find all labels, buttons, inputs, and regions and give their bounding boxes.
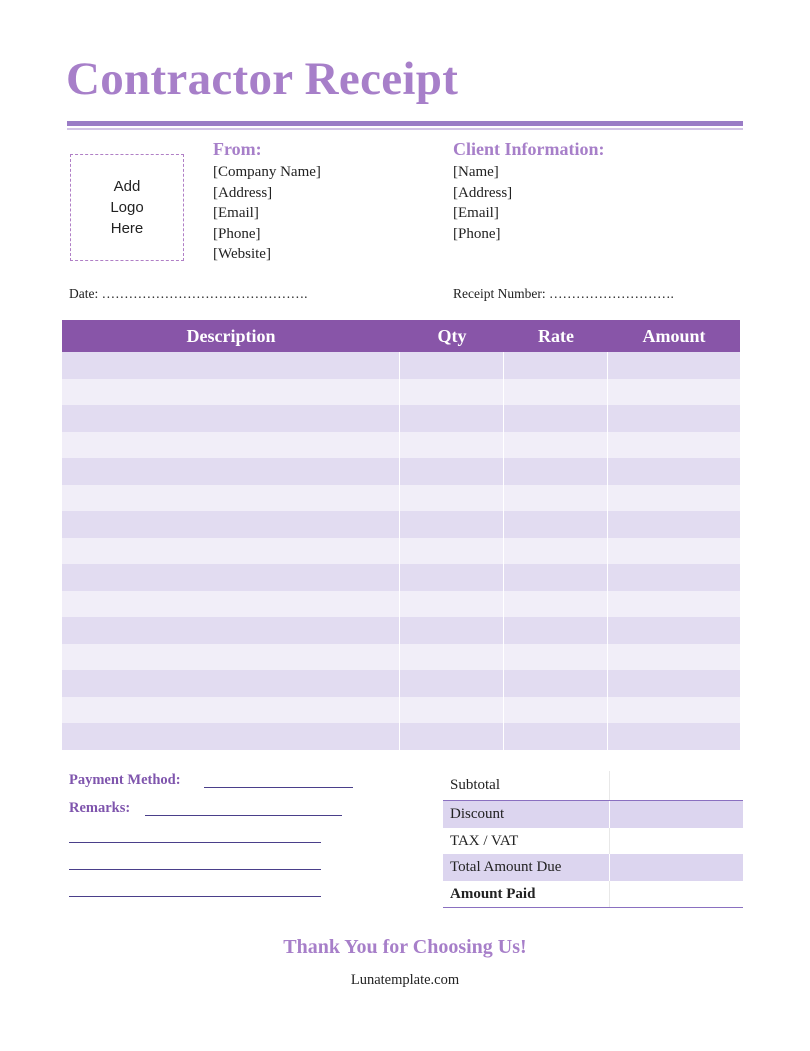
rate-cell[interactable] — [504, 591, 608, 618]
table-row — [62, 644, 740, 671]
amount-paid-row — [443, 881, 743, 908]
description-cell[interactable] — [62, 485, 400, 512]
amount-cell[interactable] — [608, 644, 740, 671]
from-phone-field[interactable]: [Phone] — [213, 225, 261, 242]
description-cell[interactable] — [62, 458, 400, 485]
subtotal-label: Subtotal — [450, 777, 501, 793]
amount-cell[interactable] — [608, 405, 740, 432]
qty-cell[interactable] — [400, 617, 504, 644]
amount-cell[interactable] — [608, 352, 740, 379]
remarks-line[interactable] — [69, 896, 321, 897]
description-cell[interactable] — [62, 511, 400, 538]
rate-cell[interactable] — [504, 485, 608, 512]
table-row — [62, 670, 740, 697]
total-due-value[interactable] — [609, 854, 743, 881]
qty-cell[interactable] — [400, 591, 504, 618]
amount-cell[interactable] — [608, 697, 740, 724]
amount-paid-label: Amount Paid — [450, 885, 536, 902]
amount-paid-value[interactable] — [609, 881, 743, 907]
table-row — [62, 405, 740, 432]
logo-text-line: Logo — [110, 199, 144, 216]
rate-cell[interactable] — [504, 379, 608, 406]
client-email-field[interactable]: [Email] — [453, 205, 499, 221]
rate-cell[interactable] — [504, 564, 608, 591]
qty-cell[interactable] — [400, 697, 504, 724]
table-body — [62, 352, 740, 750]
amount-cell[interactable] — [608, 458, 740, 485]
amount-header: Amount — [642, 325, 706, 346]
description-cell[interactable] — [62, 379, 400, 406]
qty-cell[interactable] — [400, 458, 504, 485]
description-cell[interactable] — [62, 538, 400, 565]
items-table — [62, 320, 740, 750]
amount-cell[interactable] — [608, 379, 740, 406]
description-cell[interactable] — [62, 432, 400, 459]
remarks-line[interactable] — [145, 815, 342, 816]
totals-table — [443, 771, 743, 908]
qty-header: Qty — [437, 325, 467, 346]
rate-cell[interactable] — [504, 697, 608, 724]
title-divider — [67, 121, 743, 126]
client-heading: Client Information: — [453, 139, 605, 159]
table-row — [62, 564, 740, 591]
amount-cell[interactable] — [608, 617, 740, 644]
description-cell[interactable] — [62, 670, 400, 697]
description-cell[interactable] — [62, 617, 400, 644]
description-cell[interactable] — [62, 352, 400, 379]
client-phone-field[interactable]: [Phone] — [453, 225, 501, 242]
from-address-field[interactable]: [Address] — [213, 184, 273, 201]
discount-label: Discount — [450, 806, 505, 822]
payment-method-line[interactable] — [204, 787, 353, 788]
amount-cell[interactable] — [608, 432, 740, 459]
rate-cell[interactable] — [504, 458, 608, 485]
from-website-field[interactable]: [Website] — [213, 246, 271, 262]
qty-cell[interactable] — [400, 538, 504, 565]
from-email-field[interactable]: [Email] — [213, 205, 259, 221]
table-row — [62, 697, 740, 724]
logo-text-line: Here — [110, 220, 144, 237]
table-row — [62, 723, 740, 750]
subtotal-value[interactable] — [609, 771, 743, 800]
qty-cell[interactable] — [400, 405, 504, 432]
receipt-number-field[interactable]: Receipt Number: ………………………. — [453, 286, 674, 301]
client-name-field[interactable]: [Name] — [453, 164, 499, 180]
amount-cell[interactable] — [608, 485, 740, 512]
rate-cell[interactable] — [504, 432, 608, 459]
qty-cell[interactable] — [400, 485, 504, 512]
from-block — [213, 162, 321, 265]
table-row — [62, 538, 740, 565]
rate-cell[interactable] — [504, 511, 608, 538]
rate-header: Rate — [538, 325, 574, 346]
total-due-label: Total Amount Due — [450, 859, 562, 875]
rate-cell[interactable] — [504, 352, 608, 379]
discount-row — [443, 801, 743, 828]
logo-text-line: Add — [113, 178, 141, 195]
table-header — [62, 320, 740, 352]
remarks-line[interactable] — [69, 842, 321, 843]
table-row — [62, 379, 740, 406]
table-row — [62, 511, 740, 538]
tax-value[interactable] — [609, 828, 743, 854]
qty-cell[interactable] — [400, 432, 504, 459]
amount-cell[interactable] — [608, 564, 740, 591]
company-name-field[interactable]: [Company Name] — [213, 164, 321, 180]
remarks-label: Remarks: — [69, 800, 131, 816]
amount-cell[interactable] — [608, 591, 740, 618]
description-cell[interactable] — [62, 644, 400, 671]
client-address-field[interactable]: [Address] — [453, 184, 513, 201]
qty-cell[interactable] — [400, 564, 504, 591]
rate-cell[interactable] — [504, 670, 608, 697]
from-heading: From: — [213, 139, 262, 159]
table-row — [62, 591, 740, 618]
subtotal-row — [443, 771, 743, 801]
qty-cell[interactable] — [400, 352, 504, 379]
amount-cell[interactable] — [608, 670, 740, 697]
description-cell[interactable] — [62, 697, 400, 724]
amount-cell[interactable] — [608, 538, 740, 565]
rate-cell[interactable] — [504, 617, 608, 644]
page-title: Contractor Receipt — [66, 53, 459, 105]
rate-cell[interactable] — [504, 644, 608, 671]
description-cell[interactable] — [62, 405, 400, 432]
qty-cell[interactable] — [400, 670, 504, 697]
qty-cell[interactable] — [400, 379, 504, 406]
table-row — [62, 432, 740, 459]
rate-cell[interactable] — [504, 405, 608, 432]
tax-row — [443, 828, 743, 854]
amount-cell[interactable] — [608, 723, 740, 750]
qty-cell[interactable] — [400, 644, 504, 671]
footer-link[interactable]: Lunatemplate.com — [350, 972, 460, 988]
thank-you-message: Thank You for Choosing Us! — [283, 936, 527, 958]
date-field[interactable]: Date: ………………………………………. — [69, 286, 308, 301]
description-cell[interactable] — [62, 591, 400, 618]
tax-label: TAX / VAT — [450, 832, 519, 849]
payment-method-label: Payment Method: — [69, 772, 181, 788]
discount-value[interactable] — [609, 801, 743, 828]
client-block — [453, 162, 512, 244]
table-row — [62, 458, 740, 485]
rate-cell[interactable] — [504, 723, 608, 750]
logo-placeholder[interactable] — [70, 154, 184, 261]
description-cell[interactable] — [62, 723, 400, 750]
description-header: Description — [186, 325, 276, 346]
table-row — [62, 485, 740, 512]
description-cell[interactable] — [62, 564, 400, 591]
amount-cell[interactable] — [608, 511, 740, 538]
qty-cell[interactable] — [400, 511, 504, 538]
table-row — [62, 352, 740, 379]
total-due-row — [443, 854, 743, 881]
rate-cell[interactable] — [504, 538, 608, 565]
remarks-line[interactable] — [69, 869, 321, 870]
title-divider-thin — [67, 128, 743, 130]
qty-cell[interactable] — [400, 723, 504, 750]
table-row — [62, 617, 740, 644]
